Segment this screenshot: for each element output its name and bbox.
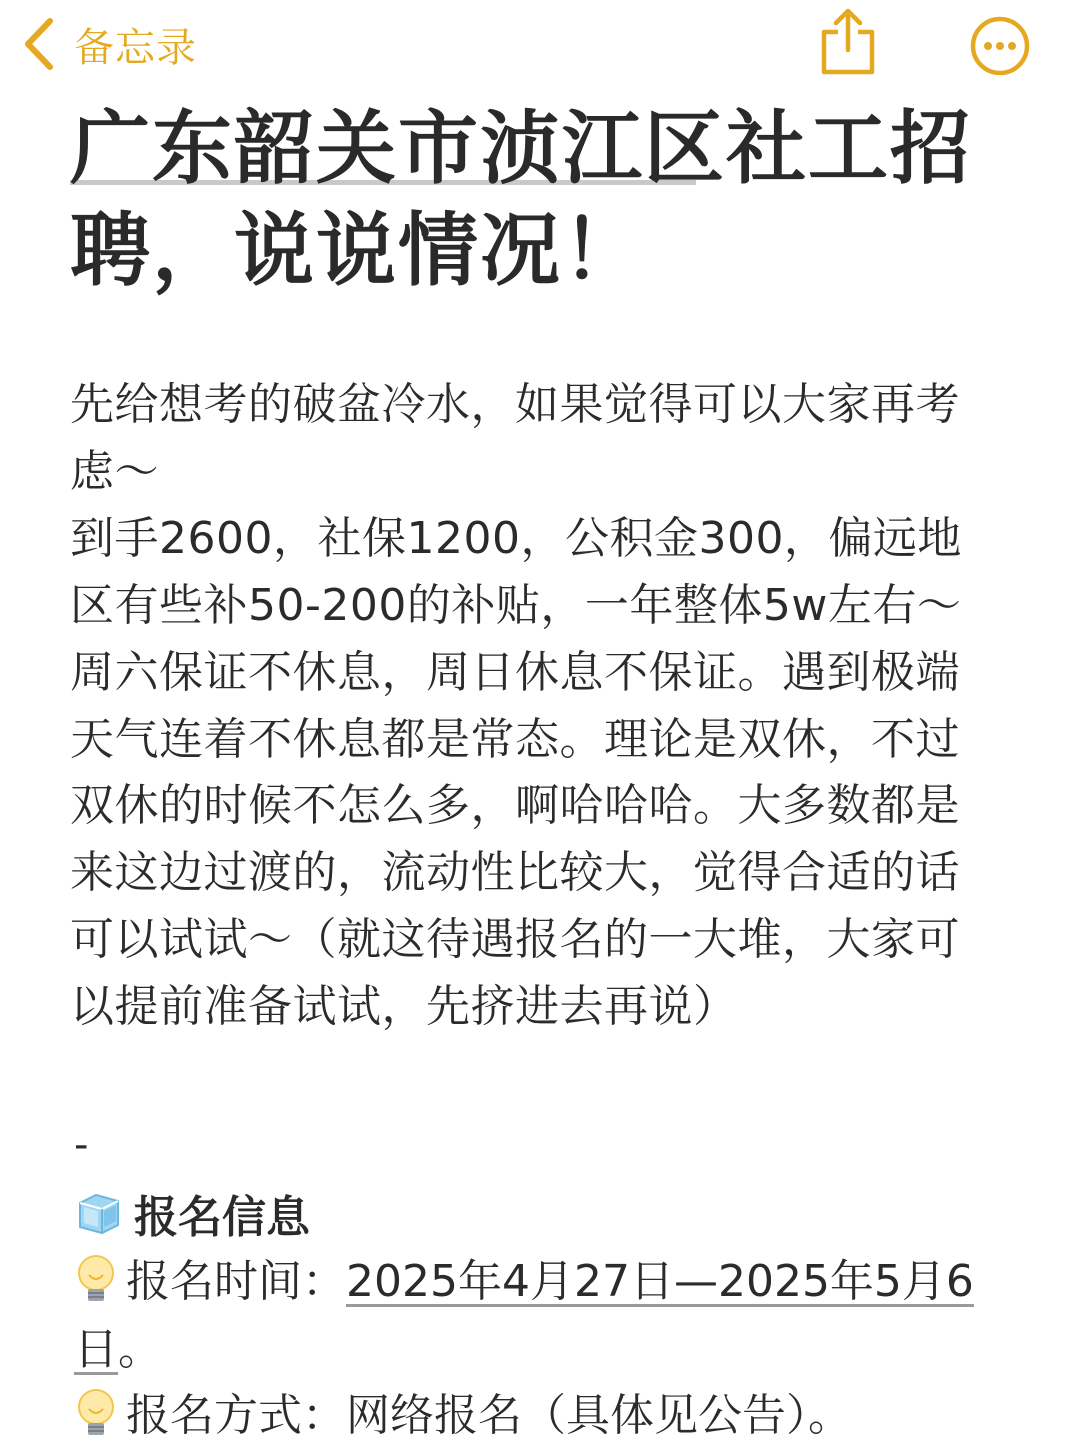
chevron-left-icon bbox=[22, 17, 56, 71]
section-title: 报名信息 bbox=[134, 1192, 310, 1243]
info-value-method: 网络报名（具体见公告） bbox=[346, 1390, 808, 1441]
note-title[interactable]: 广东韶关市浈江区社工招聘，说说情况！ bbox=[70, 102, 972, 297]
date-range-link[interactable]: 2025年4月27日—2025年5月6日 bbox=[74, 1256, 974, 1375]
more-icon bbox=[968, 14, 1032, 78]
navigation-bar bbox=[0, 0, 1080, 90]
note-body[interactable]: 先给想考的破盆冷水，如果觉得可以大家再考虑～ 到手2600，社保1200，公积金300，偏远地区有些补50-200的补贴，一年整体5w左右～周六保证不休息，周日休息不保证。遇到极端天气连着不休息都是常态。理论是双休，不过双休的时候不怎么多，啊哈哈哈。大多数都是来这边过渡的，流动性比较大，觉得合适的话可以试试～（就这待遇报名的一大堆，大家可以提前准备试试，先挤进去再说） bbox=[70, 379, 962, 1033]
ice-cube-icon bbox=[74, 1191, 124, 1235]
light-bulb-icon bbox=[74, 1387, 118, 1441]
light-bulb-icon bbox=[74, 1253, 118, 1307]
section-heading bbox=[74, 1180, 310, 1246]
info-label-time: 报名时间： bbox=[126, 1256, 346, 1307]
back-button-label: 备忘录 bbox=[74, 24, 197, 71]
back-button[interactable] bbox=[22, 14, 197, 74]
share-icon bbox=[816, 6, 880, 76]
info-suffix-method: 。 bbox=[808, 1390, 852, 1441]
more-options-button[interactable] bbox=[968, 14, 1032, 78]
info-suffix-time: 。 bbox=[118, 1324, 162, 1375]
share-button[interactable] bbox=[816, 6, 880, 76]
info-row-time bbox=[74, 1248, 994, 1384]
divider-dash: - bbox=[74, 1122, 89, 1168]
info-label-method: 报名方式： bbox=[126, 1390, 346, 1441]
